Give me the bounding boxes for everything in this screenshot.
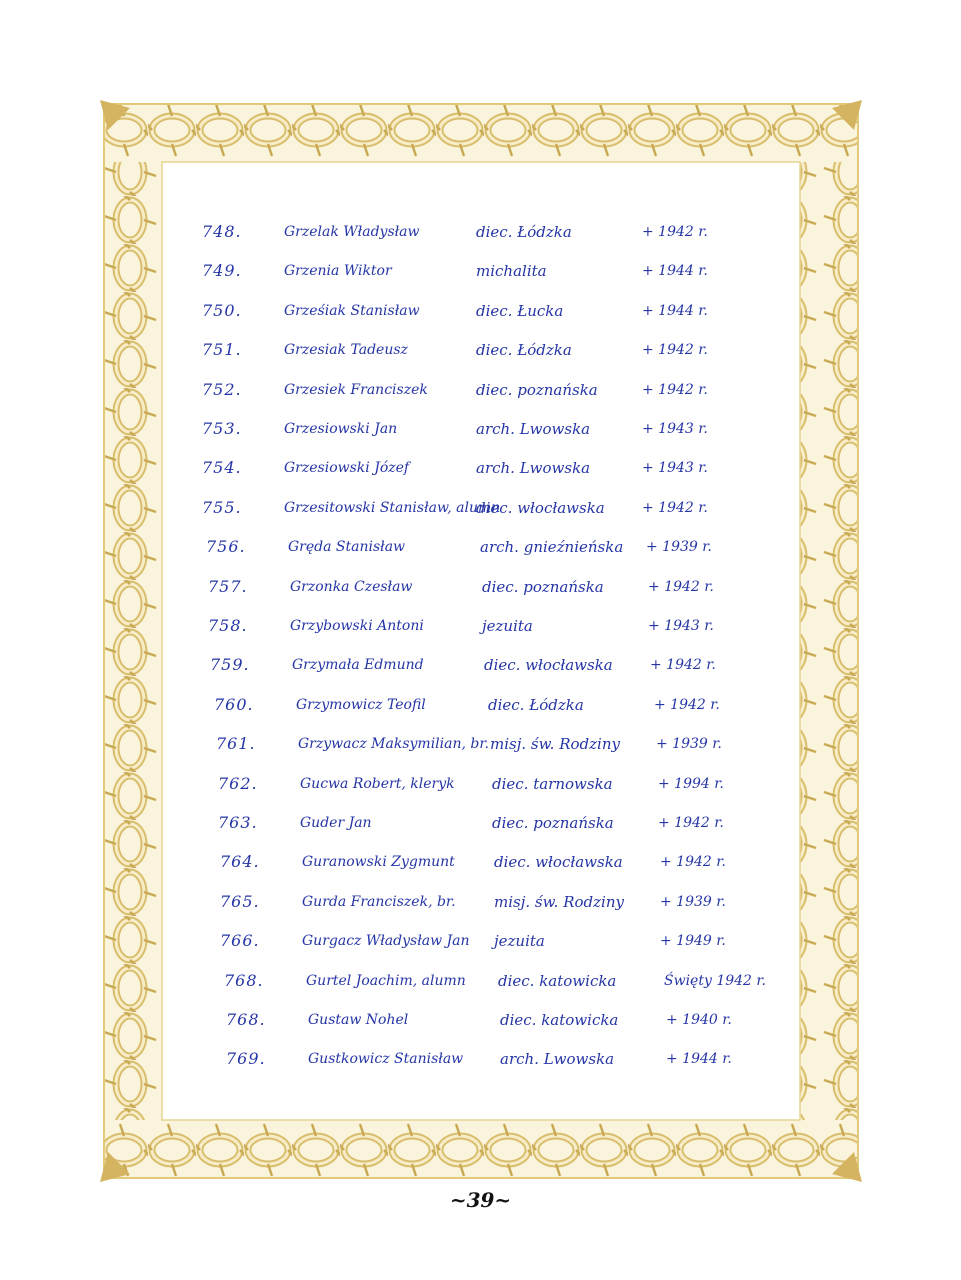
entry-diocese: jezuita [482,617,533,635]
entry-diocese: diec. włocławska [476,498,605,517]
entry-death: + 1944 r. [666,1051,732,1068]
entry-number: 748. [202,222,242,241]
entry-diocese: misj. św. Rodziny [494,892,624,911]
entry-diocese: diec. poznańska [492,814,614,832]
list-item [180,253,820,289]
entry-death: + 1942 r. [654,696,720,713]
entry-number: 752. [202,379,242,399]
entry-diocese: michalita [476,262,547,281]
entry-diocese: diec. tarnowska [492,774,613,793]
entry-diocese: arch. gnieźnieńska [480,538,624,557]
entry-number: 760. [214,694,254,714]
entry-death: + 1942 r. [642,342,708,359]
entry-death: + 1942 r. [648,578,714,595]
list-item [180,923,820,959]
entry-number: 749. [202,261,242,281]
entry-name: Gucwa Robert, kleryk [300,775,455,792]
list-item [180,332,820,368]
entry-death: + 1942 r. [642,499,708,516]
entry-death: + 1940 r. [666,1012,732,1028]
entry-number: 757. [208,576,248,596]
entry-name: Guder Jan [300,815,372,831]
entry-diocese: misj. św. Rodziny [490,735,620,754]
entry-number: 768. [226,1010,266,1029]
entry-number: 766. [220,931,260,951]
entry-death: + 1942 r. [660,854,726,871]
list-item [180,687,820,723]
entry-number: 754. [202,458,242,478]
entry-death: + 1943 r. [642,460,708,477]
entry-death: + 1944 r. [642,263,708,280]
list-item [180,884,820,920]
entry-diocese: arch. Lwowska [500,1050,615,1069]
list-item [180,647,820,683]
entry-number: 765. [220,891,260,911]
page-number: ~39~ [449,1188,512,1212]
entry-death: + 1942 r. [658,815,724,831]
entry-death: + 1939 r. [646,539,712,556]
list-item [180,766,820,802]
clergy-list [180,214,820,1074]
entry-name: Gurtel Joachim, alumn [306,972,466,989]
list-item [180,490,820,526]
entry-name: Grzelak Władysław [284,224,420,240]
entry-diocese: diec. Łódzka [488,695,584,714]
list-item [180,844,820,880]
entry-number: 750. [202,300,242,320]
list-item [180,450,820,486]
list-item [180,726,820,762]
entry-number: 753. [202,419,242,438]
entry-name: Gustaw Nohel [308,1012,409,1028]
list-item [180,1041,820,1077]
entry-diocese: jezuita [494,932,545,951]
entry-diocese: diec. włocławska [494,853,623,872]
entry-diocese: diec. katowicka [498,971,617,990]
entry-diocese: diec. poznańska [482,577,604,596]
entry-number: 764. [220,852,260,872]
entry-name: Grzesitowski Stanisław, alumn [284,499,501,516]
entry-name: Grzesiowski Józef [284,460,410,477]
entry-diocese: diec. poznańska [476,380,598,399]
entry-number: 768. [224,970,264,990]
entry-death: + 1942 r. [642,381,708,398]
entry-diocese: diec. Łódzka [476,341,572,360]
entry-death: + 1943 r. [648,618,714,634]
entry-diocese: diec. Łódzka [476,223,572,241]
entry-diocese: diec. katowicka [500,1011,619,1029]
list-item [180,963,820,999]
entry-name: Grześiak Stanisław [284,302,420,319]
entry-number: 769. [226,1049,266,1069]
list-item [180,411,820,447]
entry-name: Grzonka Czesław [290,578,413,595]
list-item [180,569,820,605]
list-item [180,214,820,250]
entry-name: Gustkowicz Stanisław [308,1051,464,1068]
entry-name: Grzesiowski Jan [284,421,398,437]
entry-death: + 1944 r. [642,302,708,319]
entry-number: 755. [202,497,242,517]
entry-number: 756. [206,537,246,557]
entry-death: + 1942 r. [642,224,708,240]
entry-number: 762. [218,773,258,793]
entry-number: 763. [218,813,258,832]
entry-death: + 1949 r. [660,933,726,950]
entry-death: Święty 1942 r. [664,972,767,989]
list-item [180,1002,820,1038]
entry-name: Grzywacz Maksymilian, br. [298,736,489,753]
entry-number: 761. [216,734,256,754]
entry-name: Gręda Stanisław [288,539,406,556]
entry-death: + 1939 r. [660,893,726,910]
entry-name: Grzesiak Tadeusz [284,342,408,359]
entry-name: Grzenia Wiktor [284,263,392,280]
list-item [180,372,820,408]
entry-death: + 1939 r. [656,736,722,753]
entry-diocese: diec. Łucka [476,301,564,320]
entry-number: 751. [202,340,242,360]
entry-name: Gurgacz Władysław Jan [302,933,470,950]
entry-number: 758. [208,616,248,635]
list-item [180,805,820,841]
list-item [180,608,820,644]
entry-death: + 1942 r. [650,657,716,674]
entry-death: + 1994 r. [658,775,724,792]
entry-number: 759. [210,655,250,675]
entry-name: Grzesiek Franciszek [284,381,428,398]
entry-name: Guranowski Zygmunt [302,854,455,871]
entry-death: + 1943 r. [642,421,708,437]
entry-name: Grzymowicz Teofil [296,696,426,713]
entry-name: Grzymała Edmund [292,657,424,674]
entry-diocese: arch. Lwowska [476,459,591,478]
entry-diocese: diec. włocławska [484,656,613,675]
list-item [180,293,820,329]
entry-diocese: arch. Lwowska [476,420,591,438]
entry-name: Grzybowski Antoni [290,618,424,634]
list-item [180,529,820,565]
entry-name: Gurda Franciszek, br. [302,893,456,910]
